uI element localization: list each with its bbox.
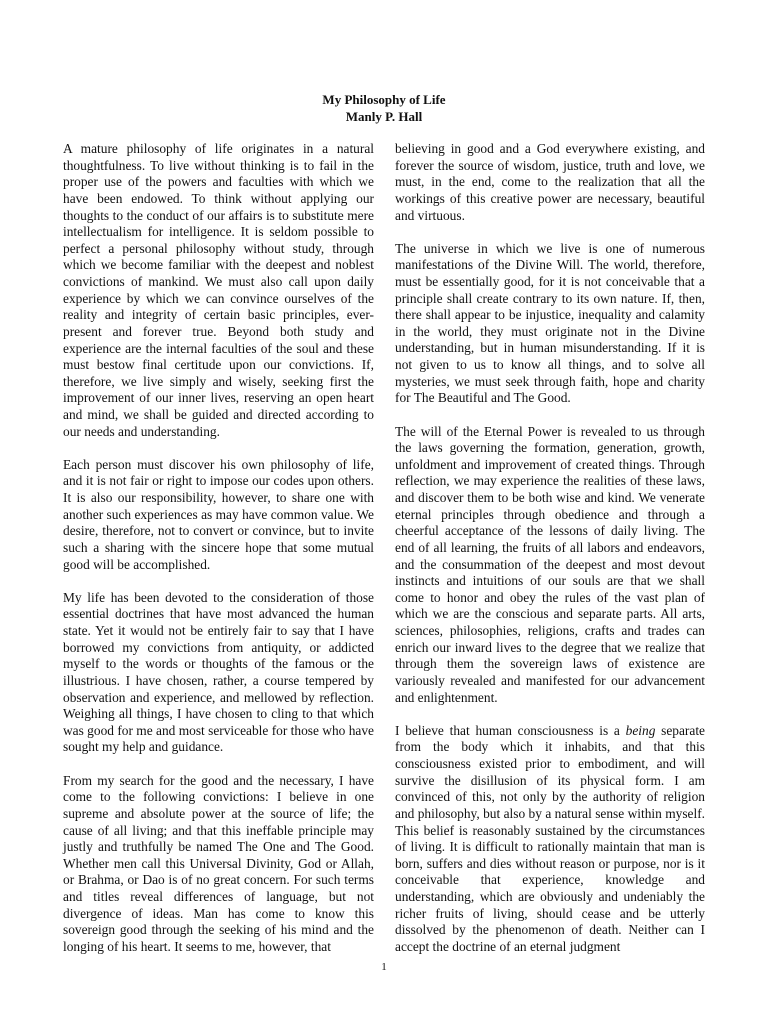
paragraph: My life has been devoted to the consideration of those essential doctrines that have most advanced the human state. Yet it would not be entirely fair to say that I have borrowed my convictions from antiquity, or addicted myself to the words or thoughts of the famous or the illustrious. I have chosen, rather, a course tempered by observation and experience, and mellowed by reflection. Weighing all things, I have chosen to cling to that which was good for me and most serviceable for those who have sought my help and guidance.	[63, 589, 374, 755]
paragraph: From my search for the good and the necessary, I have come to the following convictions: I believe in one supreme and absolute power at the source of life; the cause of all living; and that this ineffable principle may justly and truthfully be named The One and The Good. Whether men call this Universal Divinity, God or Allah, or Brahma, or Dao is of no great concern. For such terms and titles reveal differences of language, but not divergence of ideas. Man has come to know this sovereign good through the seeking of his mind and the longing of his heart. It seems to me, however, that	[63, 772, 374, 954]
right-column	[395, 141, 705, 956]
left-column	[63, 141, 374, 956]
paragraph	[395, 723, 705, 956]
emphasized-word: being	[625, 722, 656, 738]
page-number: 1	[381, 961, 387, 973]
paragraph: The universe in which we live is one of numerous manifestations of the Divine Will. The world, therefore, must be essentially good, for it is not conceivable that a principle shall create contrary to its own nature. If, then, there shall appear to be injustice, inequality and calamity in the world, they must originate not in the Divine understanding, but in human misunderstanding. If it is not given to us to know all things, and to solve all mysteries, we must seek through faith, hope and charity for The Beautiful and The Good.	[395, 240, 705, 406]
paragraph: A mature philosophy of life originates in a natural thoughtfulness. To live without thinking is to fail in the proper use of the powers and faculties with which we have been endowed. To think without applying our thoughts to the conduct of our affairs is to substitute mere intellectualism for intelligence. It is seldom possible to perfect a personal philosophy without study, through which we become familiar with the deepest and noblest convictions of mankind. We must also call upon daily experience by which we can convince ourselves of the reality and integrity of certain basic principles, ever-present and forever true. Beyond both study and experience are the internal faculties of the soul and these must bestow final certitude upon our convictions. If, therefore, we live simply and wisely, seeking first the improvement of our inner lives, reserving an open heart and mind, we shall be guided and directed according to our needs and understanding.	[63, 141, 374, 439]
document-title: My Philosophy of Life	[322, 92, 446, 107]
paragraph: The will of the Eternal Power is revealed to us through the laws governing the formation, generation, growth, unfoldment and improvement of created things. Through reflection, we may experience the realities of these laws, and discover them to be both wise and kind. We venerate eternal principles through obedience and through a cheerful acceptance of the lessons of daily living. The end of all learning, the fruits of all labors and endeavors, and the consummation of the deepest and most devout instincts and intuitions of our souls are that we shall come to honor and obey the rules of the vast plan of which we are the conscious and separate parts. All arts, sciences, philosophies, religions, crafts and trades can enrich our inward lives to the degree that we realize that through them the sovereign laws of existence are variously revealed and manifested for our advancement and enlightenment.	[395, 423, 705, 705]
document-header	[0, 92, 768, 125]
document-author: Manly P. Hall	[345, 108, 423, 124]
paragraph: Each person must discover his own philosophy of life, and it is not fair or right to impose our codes upon others. It is also our responsibility, however, to share one with another such experiences as may have common value. We desire, therefore, not to convert or convince, but to invite such a sharing with the sincere hope that some mutual good will be accomplished.	[63, 456, 374, 572]
paragraph-text: I believe that human consciousness is a	[395, 722, 626, 738]
paragraph-text: separate from the body which it inhabits, and that this consciousness existed prior to embodiment, and will survive the disillusion of its physical form. I am convinced of this, not only by the authority of religion and philosophy, but also by a natural sense within myself. This belief is reasonably sustained by the circumstances of living. It is difficult to rationally maintain that man is born, suffers and dies without reason or purpose, nor is it conceivable that experience, knowledge and understanding, which are obviously and undeniably the richer fruits of living, should cease and be utterly dissolved by the phenomenon of death. Neither can I accept the doctrine of an eternal judgment	[395, 722, 705, 954]
paragraph: believing in good and a God everywhere existing, and forever the source of wisdom, justice, truth and love, we must, in the end, come to the realization that all the workings of this creative power are necessary, beautiful and virtuous.	[395, 141, 705, 223]
